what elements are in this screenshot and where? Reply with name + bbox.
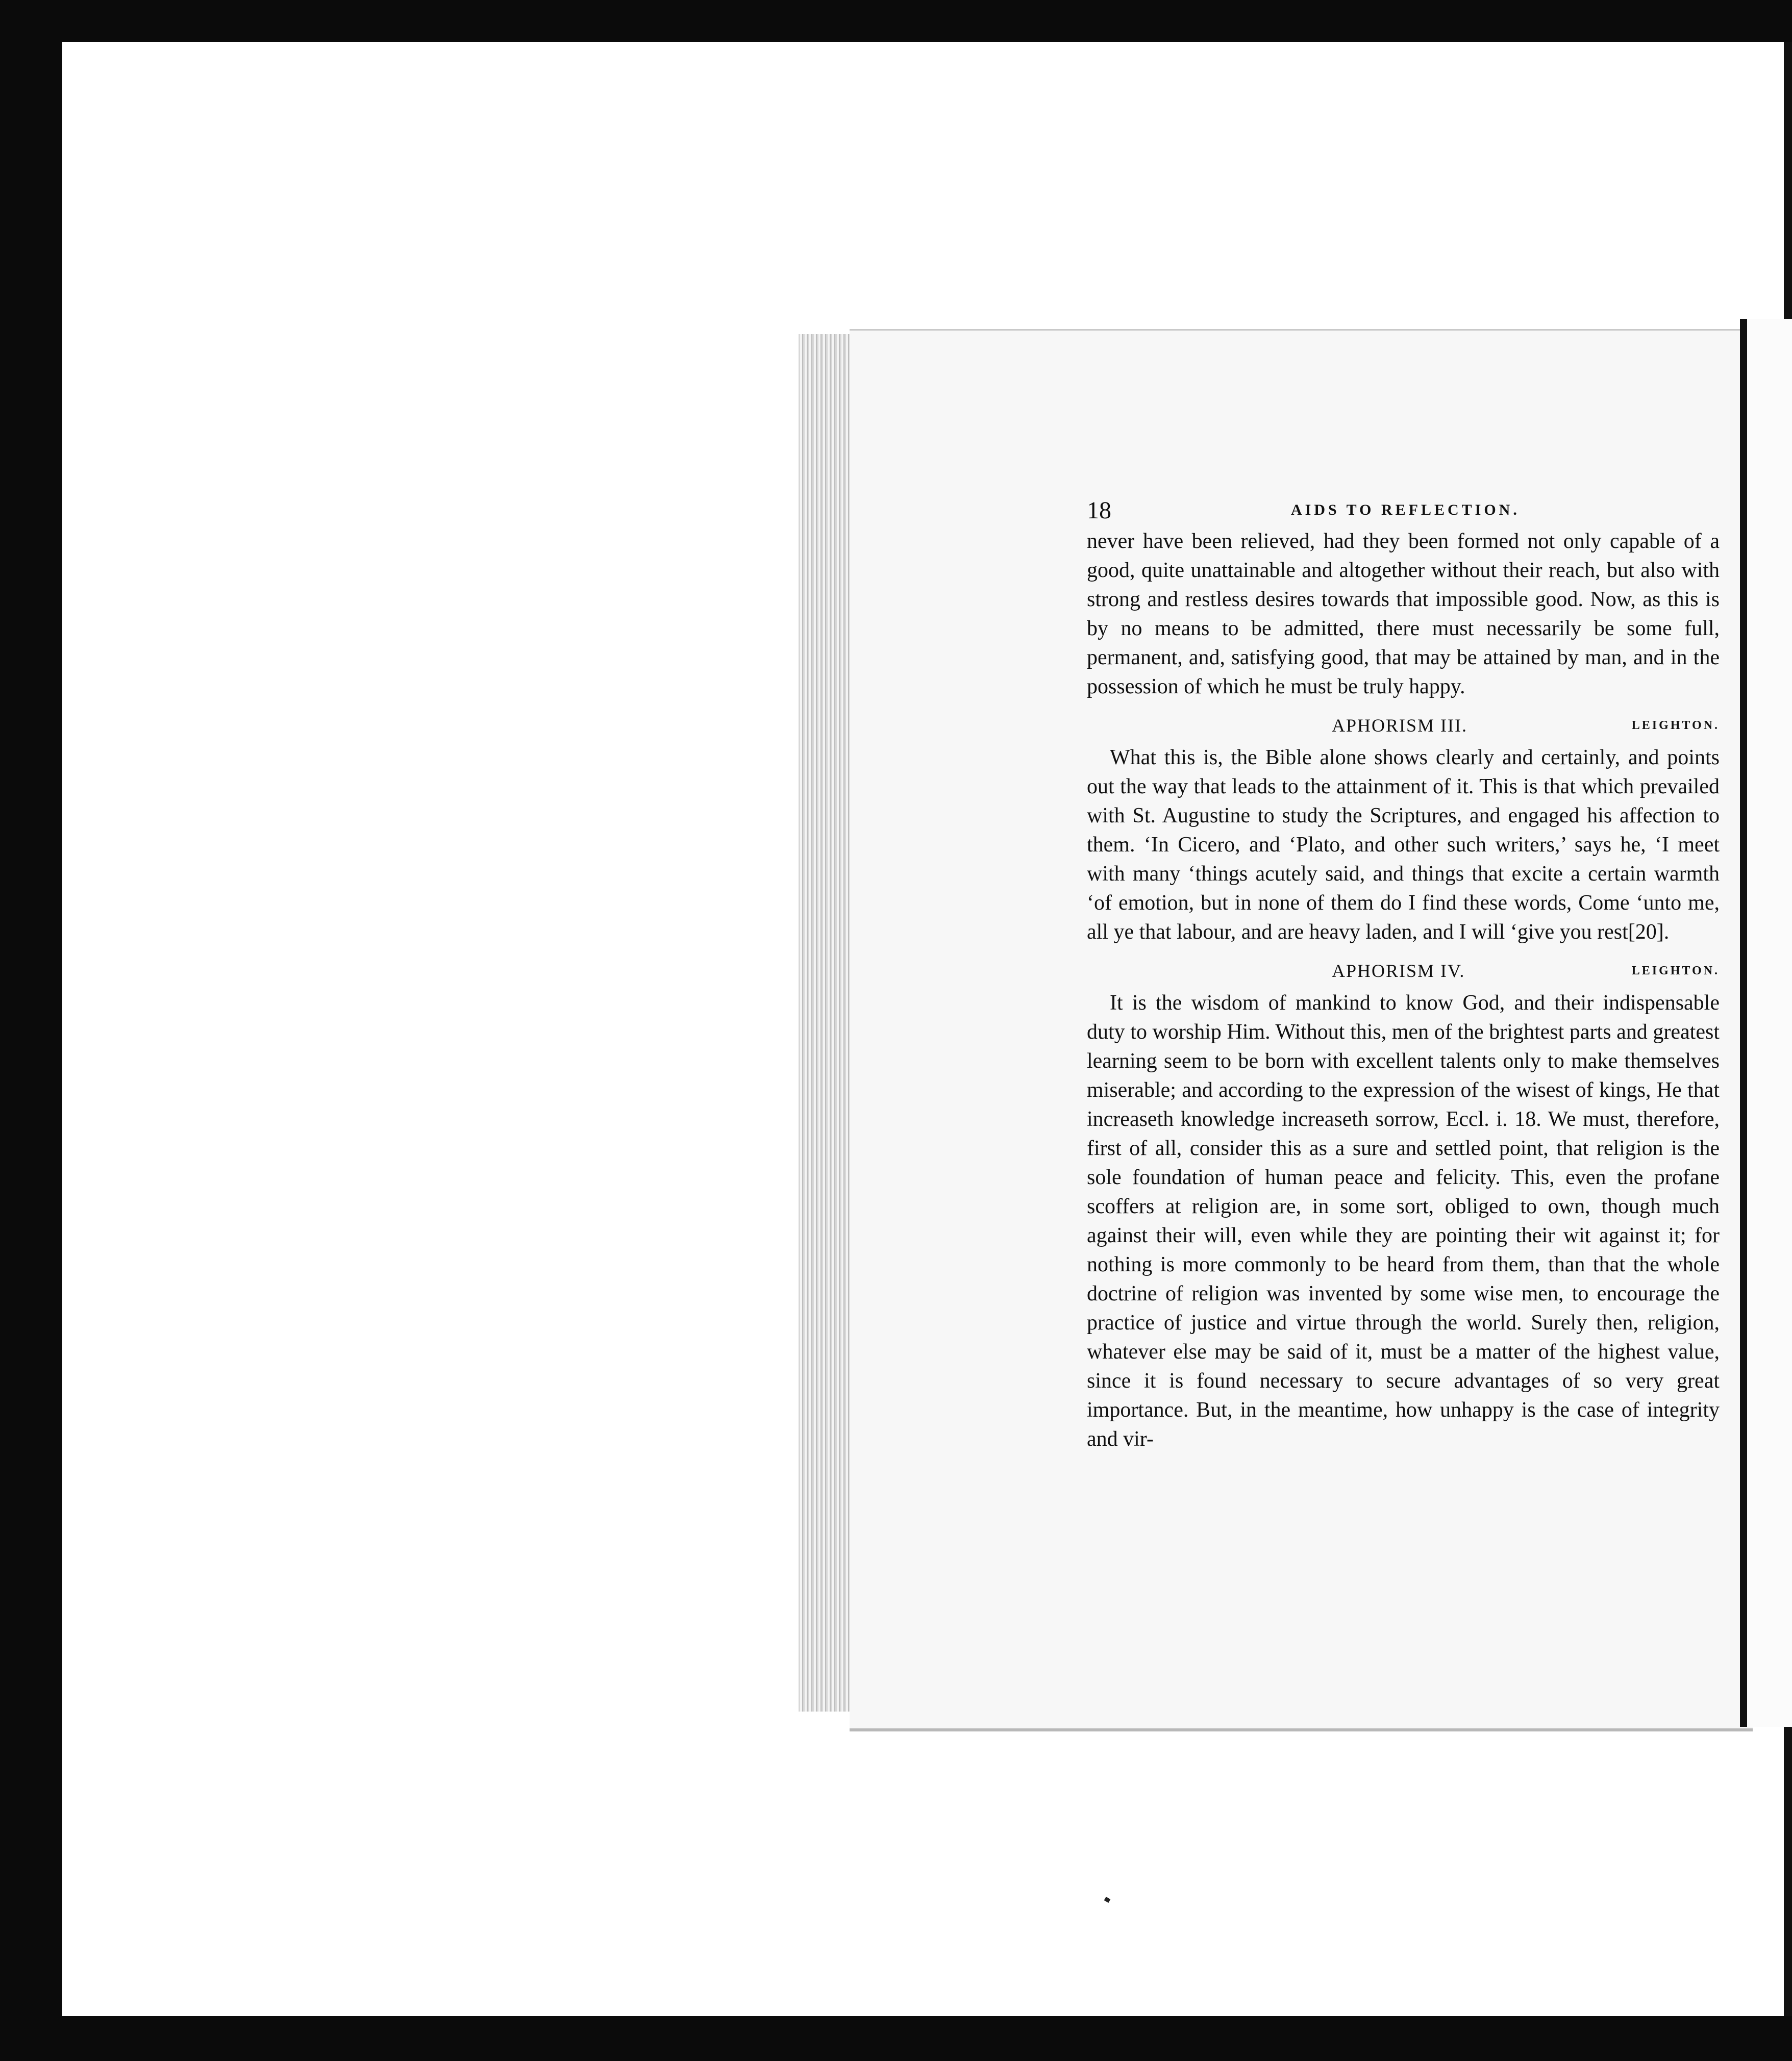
paragraph: What this is, the Bible alone shows clearly and certainly, and points out the way that leads to the attainment of it. This is that which prevailed with St. Augustine to study the Scriptures, and engaged his affection to them. ‘In Cicero, and ‘Plato, and other such writers,’ says he, ‘I meet with many ‘things acutely said, and things that excite a certain warmth ‘of emotion, but in none of them do I find these words, Come ‘unto me, all ye that labour, and are heavy laden, and I will ‘give you rest[20]. bbox=[1087, 746, 1720, 944]
page-number: 18 bbox=[1087, 497, 1111, 524]
page-edges bbox=[799, 334, 855, 1712]
aphorism-author: LEIGHTON. bbox=[1631, 719, 1720, 732]
paragraph: never have been relieved, had they been formed not only capable of a good, quite unattainable and altogether without their reach, but also with strong and restless desires towards that impossible good. Now, as this is by no means to be admitted, there must necessarily be some full, permanent, and, satisfying good, that may be attained by man, and in the possession of which he must be truly happy. bbox=[1087, 530, 1720, 698]
running-head bbox=[1087, 496, 1720, 527]
book-spine bbox=[1740, 319, 1747, 1727]
aphorism-heading bbox=[1087, 957, 1720, 989]
aphorism-title: APHORISM III. bbox=[1332, 715, 1468, 736]
facing-page-edge bbox=[1747, 319, 1792, 1727]
aphorism-title: APHORISM IV. bbox=[1332, 961, 1465, 981]
book-page bbox=[850, 329, 1753, 1731]
scan-border-left bbox=[0, 0, 62, 2061]
text-block bbox=[1087, 496, 1720, 1454]
paragraph: It is the wisdom of mankind to know God, and their indispensable duty to worship Him. Without this, men of the brightest parts and greatest learning seem to be born with excellent talents only to make themselves miserable; and according to the expression of the wisest of kings, He that increaseth knowledge increaseth sorrow, Eccl. i. 18. We must, therefore, first of all, consider this as a sure and settled point, that religion is the sole foundation of human peace and felicity. This, even the profane scoffers at religion are, in some sort, obliged to own, though much against their will, even while they are pointing their wit against it; for nothing is more commonly to be heard from them, than that the whole doctrine of religion was invented by some wise men, to encourage the practice of justice and virtue through the world. Surely then, religion, whatever else may be said of it, must be a matter of the highest value, since it is found necessary to secure advantages of so very great importance. But, in the meantime, how unhappy is the case of integrity and vir- bbox=[1087, 991, 1720, 1451]
running-title: AIDS TO REFLECTION. bbox=[1291, 501, 1520, 518]
book bbox=[799, 288, 1792, 1788]
aphorism-heading bbox=[1087, 712, 1720, 743]
aphorism-author: LEIGHTON. bbox=[1631, 964, 1720, 977]
